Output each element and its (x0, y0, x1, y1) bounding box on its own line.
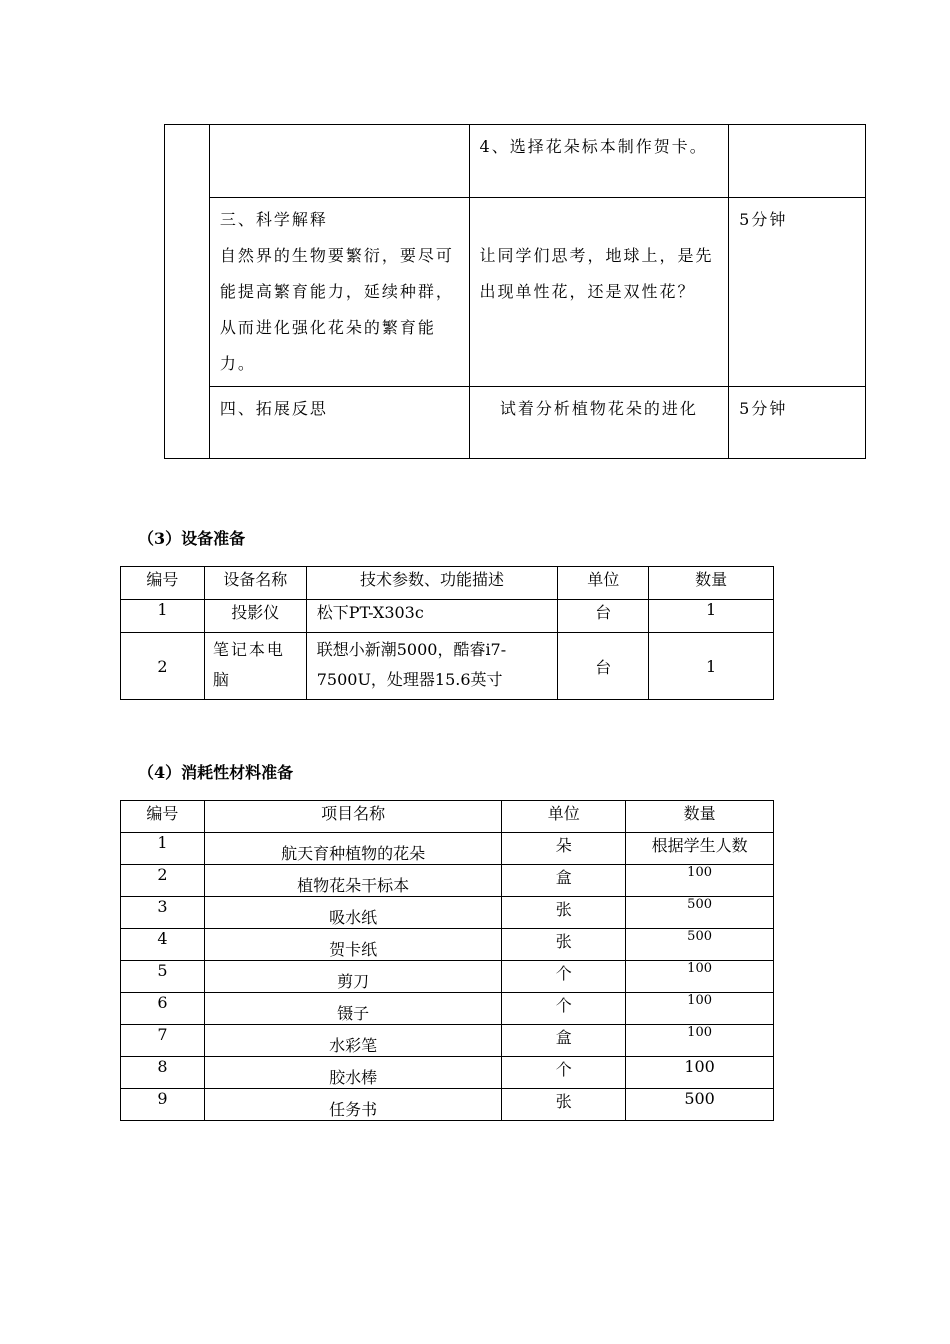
cell-qty: 100 (626, 1025, 774, 1057)
cell-unit: 个 (502, 1057, 626, 1089)
table-row (121, 929, 774, 961)
stage-cell (165, 125, 210, 459)
cell-name: 镊子 (204, 993, 502, 1025)
section-body: 自然界的生物要繁衍，要尽可能提高繁育能力，延续种群，从而进化强化花朵的繁育能力。 (219, 246, 454, 373)
lesson-table (164, 124, 866, 459)
col-header: 单位 (502, 801, 626, 833)
col-header: 项目名称 (204, 801, 502, 833)
cell-name: 贺卡纸 (204, 929, 502, 961)
cell-id: 2 (121, 865, 205, 897)
cell-unit: 个 (502, 961, 626, 993)
cell-name: 任务书 (204, 1089, 502, 1121)
table-row (121, 600, 774, 633)
cell-id: 7 (121, 1025, 205, 1057)
cell-spec: 松下PT-X303c (306, 600, 558, 633)
cell-id: 4 (121, 929, 205, 961)
cell-unit: 张 (502, 929, 626, 961)
cell-id: 1 (121, 833, 205, 865)
consumables-table (120, 800, 774, 1121)
content-cell (209, 125, 469, 198)
col-header: 数量 (649, 567, 774, 600)
cell-unit: 台 (558, 600, 649, 633)
cell-qty: 500 (626, 897, 774, 929)
col-header: 数量 (626, 801, 774, 833)
time-cell: 5分钟 (729, 387, 866, 459)
col-header: 设备名称 (204, 567, 306, 600)
table-row (121, 897, 774, 929)
cell-id: 1 (121, 600, 205, 633)
cell-name: 植物花朵干标本 (204, 865, 502, 897)
cell-name: 航天育种植物的花朵 (204, 833, 502, 865)
section-title: 三、科学解释 (219, 210, 328, 229)
cell-unit: 朵 (502, 833, 626, 865)
col-header: 编号 (121, 801, 205, 833)
cell-name: 投影仪 (204, 600, 306, 633)
cell-qty: 1 (649, 600, 774, 633)
activity-cell: 让同学们思考，地球上，是先出现单性花，还是双性花？ (469, 198, 729, 387)
cell-name: 水彩笔 (204, 1025, 502, 1057)
cell-qty: 根据学生人数 (626, 833, 774, 865)
cell-qty: 500 (626, 1089, 774, 1121)
equipment-table (120, 566, 774, 700)
cell-qty: 1 (649, 633, 774, 700)
cell-unit: 个 (502, 993, 626, 1025)
cell-name: 胶水棒 (204, 1057, 502, 1089)
table-row (121, 833, 774, 865)
table-row (121, 633, 774, 700)
cell-qty: 100 (626, 961, 774, 993)
cell-name: 剪刀 (204, 961, 502, 993)
cell-spec: 联想小新潮5000，酷睿i7-7500U，处理器15.6英寸 (306, 633, 558, 700)
cell-unit: 盒 (502, 1025, 626, 1057)
cell-qty: 100 (626, 1057, 774, 1089)
table-header-row (121, 567, 774, 600)
cell-unit: 张 (502, 897, 626, 929)
cell-qty: 100 (626, 865, 774, 897)
cell-unit: 张 (502, 1089, 626, 1121)
consumables-heading: （4）消耗性材料准备 (138, 763, 294, 782)
col-header: 单位 (558, 567, 649, 600)
time-cell (729, 125, 866, 198)
activity-cell: 4、选择花朵标本制作贺卡。 (469, 125, 729, 198)
cell-name: 吸水纸 (204, 897, 502, 929)
activity-cell: 试着分析植物花朵的进化 (469, 387, 729, 459)
col-header: 技术参数、功能描述 (306, 567, 558, 600)
cell-unit: 盒 (502, 865, 626, 897)
table-row (121, 1025, 774, 1057)
table-row (121, 1057, 774, 1089)
table-row (121, 961, 774, 993)
time-cell: 5分钟 (729, 198, 866, 387)
table-row (165, 198, 866, 387)
table-row (165, 387, 866, 459)
equipment-heading: （3）设备准备 (138, 529, 246, 548)
col-header: 编号 (121, 567, 205, 600)
table-row (121, 865, 774, 897)
cell-id: 8 (121, 1057, 205, 1089)
cell-id: 2 (121, 633, 205, 700)
table-header-row (121, 801, 774, 833)
table-row (121, 1089, 774, 1121)
cell-qty: 500 (626, 929, 774, 961)
cell-qty: 100 (626, 993, 774, 1025)
cell-unit: 台 (558, 633, 649, 700)
cell-id: 6 (121, 993, 205, 1025)
table-row (121, 993, 774, 1025)
cell-name: 笔记本电脑 (204, 633, 306, 700)
table-row (165, 125, 866, 198)
cell-id: 9 (121, 1089, 205, 1121)
cell-id: 5 (121, 961, 205, 993)
section-title: 四、拓展反思 (209, 387, 469, 459)
content-cell (209, 198, 469, 387)
cell-id: 3 (121, 897, 205, 929)
